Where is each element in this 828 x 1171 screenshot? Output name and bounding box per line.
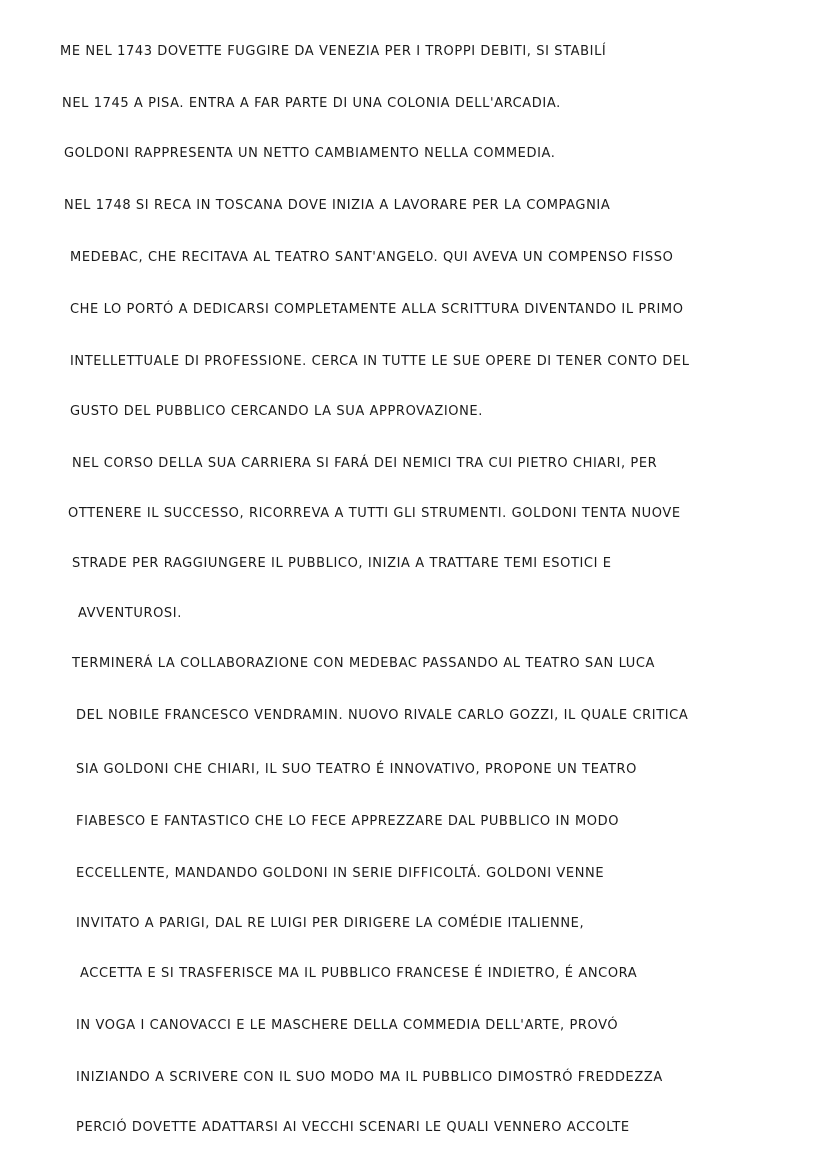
text-line-12: AVVENTUROSI. [78, 606, 182, 621]
text-line-7: INTELLETTUALE DI PROFESSIONE. CERCA IN TUTTE LE SUE OPERE DI TENER CONTO DEL [70, 354, 690, 369]
text-line-6: CHE LO PORTÓ A DEDICARSI COMPLETAMENTE ALLA SCRITTURA DIVENTANDO IL PRIMO [70, 302, 684, 317]
text-line-5: MEDEBAC, CHE RECITAVA AL TEATRO SANT'ANGELO. QUI AVEVA UN COMPENSO FISSO [70, 250, 674, 265]
text-line-21: INIZIANDO A SCRIVERE CON IL SUO MODO MA IL PUBBLICO DIMOSTRÓ FREDDEZZA [76, 1070, 663, 1085]
text-line-1: ME NEL 1743 DOVETTE FUGGIRE DA VENEZIA PER I TROPPI DEBITI, SI STABILÍ [60, 44, 607, 59]
text-line-4: NEL 1748 SI RECA IN TOSCANA DOVE INIZIA A LAVORARE PER LA COMPAGNIA [64, 198, 611, 213]
text-line-10: OTTENERE IL SUCCESSO, RICORREVA A TUTTI GLI STRUMENTI. GOLDONI TENTA NUOVE [68, 506, 681, 521]
text-line-9: NEL CORSO DELLA SUA CARRIERA SI FARÁ DEI NEMICI TRA CUI PIETRO CHIARI, PER [72, 456, 658, 471]
text-line-11: STRADE PER RAGGIUNGERE IL PUBBLICO, INIZIA A TRATTARE TEMI ESOTICI E [72, 556, 612, 571]
text-line-20: IN VOGA I CANOVACCI E LE MASCHERE DELLA COMMEDIA DELL'ARTE, PROVÓ [76, 1018, 619, 1033]
text-line-16: FIABESCO E FANTASTICO CHE LO FECE APPREZZARE DAL PUBBLICO IN MODO [76, 814, 620, 829]
text-line-19: ACCETTA E SI TRASFERISCE MA IL PUBBLICO FRANCESE É INDIETRO, É ANCORA [80, 966, 638, 981]
text-line-13: TERMINERÁ LA COLLABORAZIONE CON MEDEBAC PASSANDO AL TEATRO SAN LUCA [72, 656, 656, 671]
text-line-15: SIA GOLDONI CHE CHIARI, IL SUO TEATRO É INNOVATIVO, PROPONE UN TEATRO [76, 762, 637, 777]
text-line-2: NEL 1745 A PISA. ENTRA A FAR PARTE DI UNA COLONIA DELL'ARCADIA. [62, 96, 561, 111]
text-line-18: INVITATO A PARIGI, DAL RE LUIGI PER DIRIGERE LA COMÉDIE ITALIENNE, [76, 916, 585, 931]
text-line-14: DEL NOBILE FRANCESCO VENDRAMIN. NUOVO RIVALE CARLO GOZZI, IL QUALE CRITICA [76, 708, 689, 723]
text-line-22: PERCIÓ DOVETTE ADATTARSI AI VECCHI SCENARI LE QUALI VENNERO ACCOLTE [76, 1120, 630, 1135]
text-line-8: GUSTO DEL PUBBLICO CERCANDO LA SUA APPROVAZIONE. [70, 404, 483, 419]
text-line-17: ECCELLENTE, MANDANDO GOLDONI IN SERIE DIFFICOLTÁ. GOLDONI VENNE [76, 866, 605, 881]
text-line-3: GOLDONI RAPPRESENTA UN NETTO CAMBIAMENTO NELLA COMMEDIA. [64, 146, 556, 161]
